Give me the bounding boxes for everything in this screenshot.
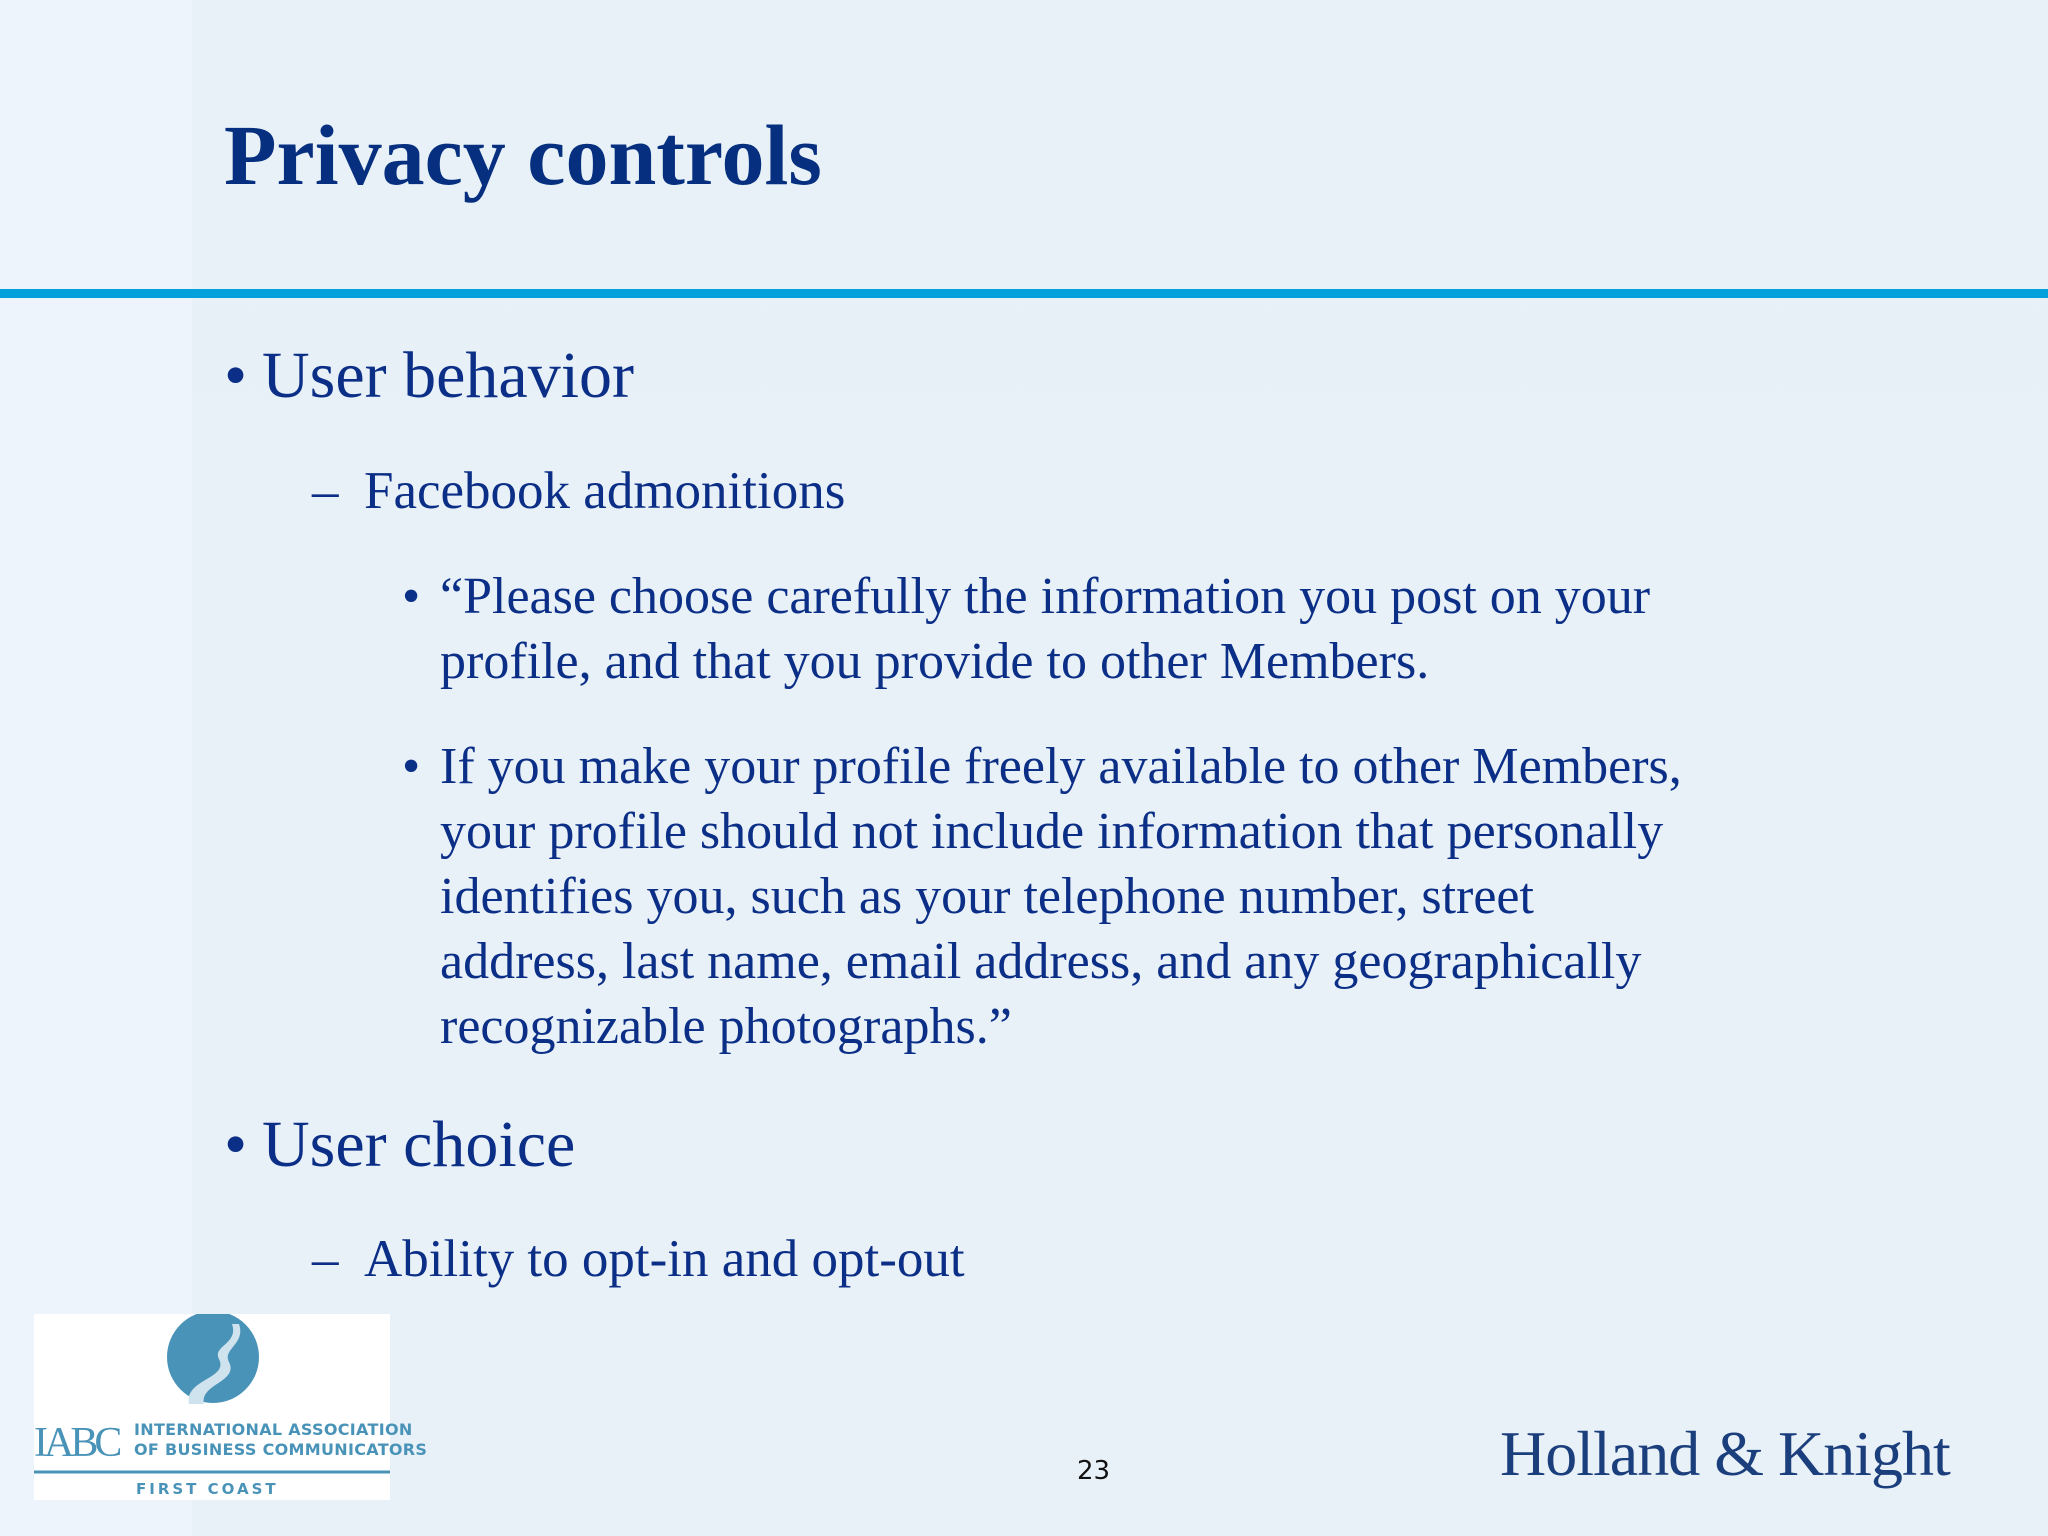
quote-line: identifies you, such as your telephone number, street: [440, 868, 1534, 925]
title-divider: [0, 289, 2048, 298]
quote-line: address, last name, email address, and any geographically: [440, 933, 1642, 990]
quote-line: If you make your profile freely available to other Members,: [440, 738, 1682, 795]
bullet-user-behavior: User behavior: [262, 339, 635, 412]
bullet-icon: •: [402, 738, 421, 795]
slide-title: Privacy controls: [224, 107, 822, 203]
bullet-user-choice: User choice: [262, 1108, 576, 1181]
iabc-line1: INTERNATIONAL ASSOCIATION: [134, 1420, 413, 1439]
iabc-abbr: IABC: [34, 1420, 119, 1466]
page-number: 23: [1077, 1456, 1111, 1486]
iabc-chapter: FIRST COAST: [136, 1480, 279, 1498]
bullet-icon: •: [402, 568, 421, 625]
bullet-icon: •: [224, 339, 248, 412]
iabc-logo: [34, 1314, 428, 1500]
dash-icon: –: [312, 1230, 339, 1288]
quote-line: profile, and that you provide to other Members.: [440, 633, 1430, 690]
quote-line: your profile should not include information that personally: [440, 803, 1664, 860]
bullet-icon: •: [224, 1108, 248, 1181]
iabc-river-icon: [34, 1314, 390, 1500]
holland-knight-logo: Holland & Knight: [1500, 1418, 1950, 1489]
quote-line: “Please choose carefully the information you post on your: [440, 568, 1651, 625]
iabc-line2: OF BUSINESS COMMUNICATORS: [134, 1440, 428, 1459]
subbullet-facebook-admonitions: Facebook admonitions: [364, 462, 846, 520]
left-panel: [0, 0, 192, 1536]
quote-line: recognizable photographs.”: [440, 998, 1012, 1055]
subbullet-opt-in-out: Ability to opt-in and opt-out: [364, 1230, 965, 1288]
dash-icon: –: [312, 462, 339, 520]
